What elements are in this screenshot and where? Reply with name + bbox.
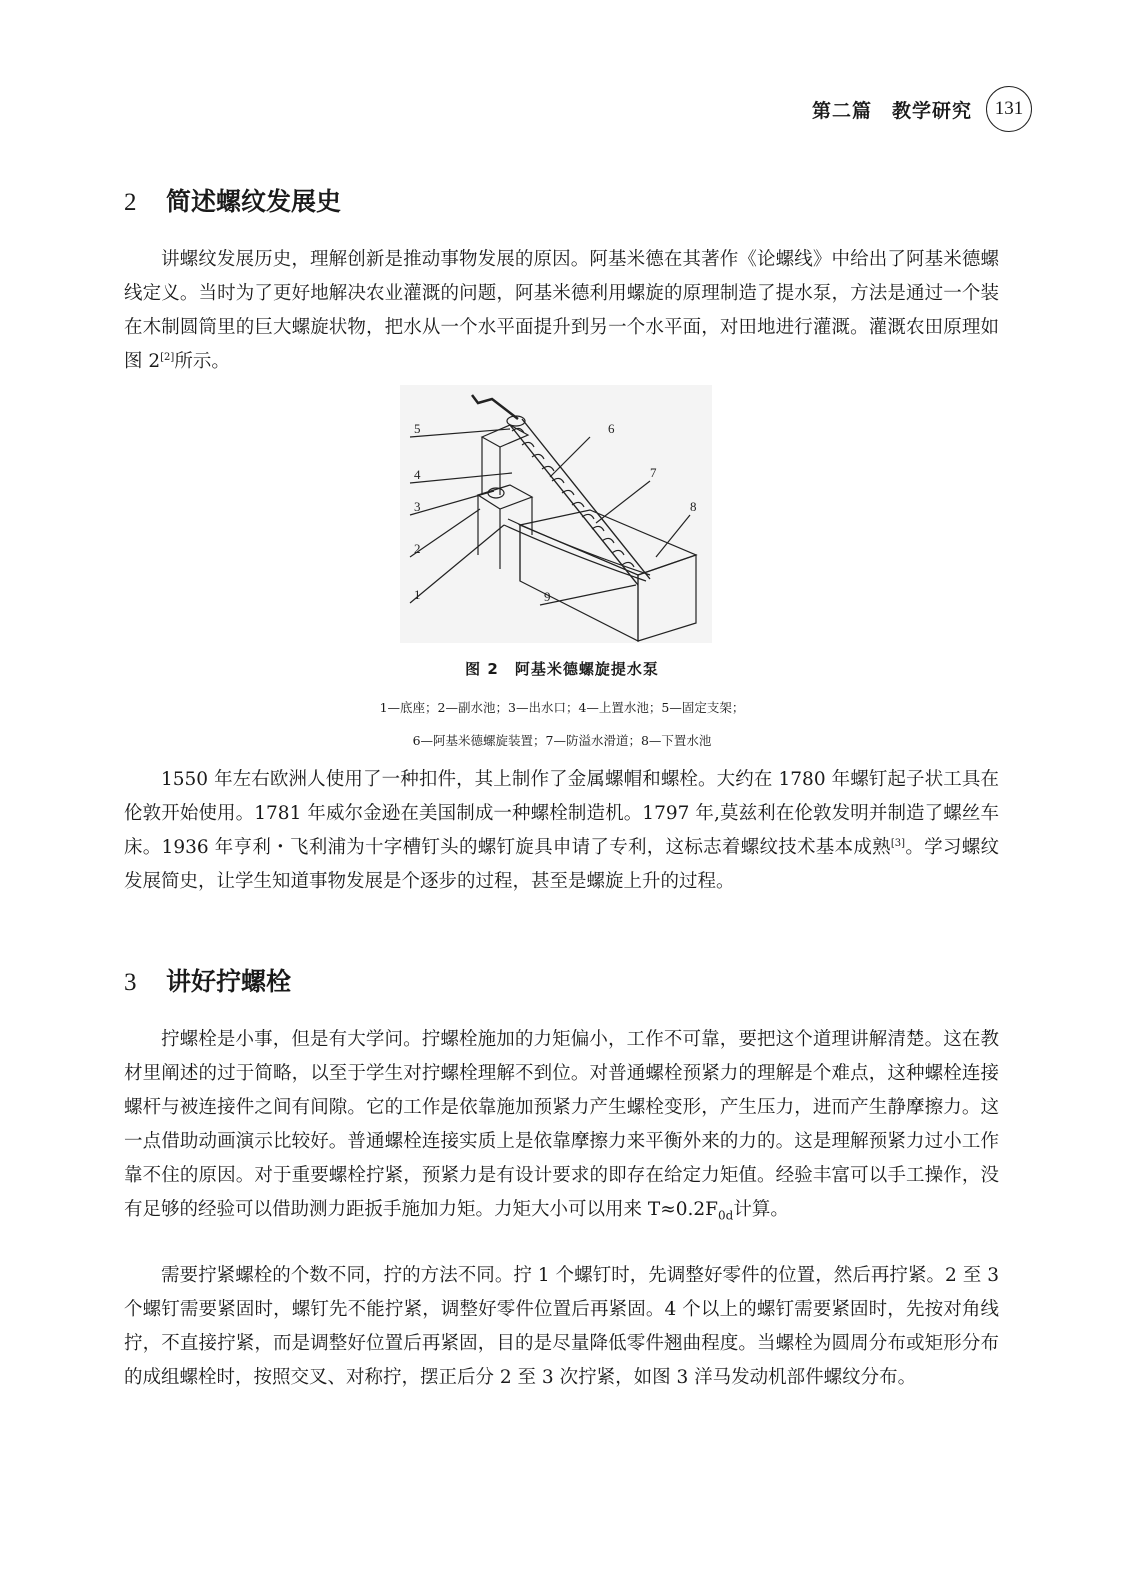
paragraph-text: 所示。 [174,351,230,372]
paragraph [124,1023,999,1227]
citation-ref: [2] [160,351,175,363]
section-title: 简述螺纹发展史 [166,187,342,216]
secondary-tank-top [478,485,532,509]
paragraph [124,1259,999,1395]
paragraph-text: 1550 年左右欧洲人使用了一种扣件，其上制作了金属螺帽和螺栓。大约在 1780 年螺钉起子状工具在伦敦开始使用。1781 年威尔金逊在美国制成一种螺栓制造机。1797 年,莫兹利在伦敦发明并制造了螺丝车床。1936 年亨利・飞利浦为十字槽钉头的螺钉旋具申请了专利，这标志着螺纹技术基本成熟 [124,769,999,858]
figure-diagram [400,385,712,643]
figure-caption: 图 2 阿基米德螺旋提水泵 [465,660,659,678]
pump-diagram [400,385,712,643]
paragraph-text: 讲螺纹发展历史，理解创新是推动事物发展的原因。阿基米德在其著作《论螺线》中给出了阿基米德螺线定义。当时为了更好地解决农业灌溉的问题，阿基米德利用螺旋的原理制造了提水泵，方法是通过一个装在木制圆筒里的巨大螺旋状物，把水从一个水平面提升到另一个水平面，对田地进行灌溉。灌溉农田原理如图 2 [124,249,999,372]
label-1: 1 [414,587,421,602]
lower-tank-top [520,510,696,575]
paragraph [124,763,999,899]
page-header [812,86,1032,132]
lower-tank-front [638,555,696,641]
running-header: 第二篇 教学研究 [811,99,972,122]
section-number: 2 [124,189,137,216]
paragraph-text: 。学习螺纹发展简史，让学生知道事物发展是个逐步的过程，甚至是螺旋上升的过程。 [124,837,999,892]
paragraph [124,243,999,379]
paragraph-text: 拧螺栓是小事，但是有大学问。拧螺栓施加的力矩偏小，工作不可靠，要把这个道理讲解清楚。这在教材里阐述的过于简略，以至于学生对拧螺栓理解不到位。对普通螺栓预紧力的理解是个难点，这种螺栓连接螺杆与被连接件之间有间隙。它的工作是依靠施加预紧力产生螺栓变形，产生压力，进而产生静摩擦力。这一点借助动画演示比较好。普通螺栓连接实质上是依靠摩擦力来平衡外来的力的。这是理解预紧力过小工作靠不住的原因。对于重要螺栓拧紧，预紧力是有设计要求的即存在给定力矩值。经验丰富可以手工操作，没有足够的经验可以借助测力距扳手施加力矩。力矩大小可以用来 T≈0.2F [124,1029,999,1220]
upper-tank-top [482,425,528,447]
section-heading-2 [124,182,341,218]
label-6: 6 [608,421,615,436]
formula-subscript: 0d [717,1208,734,1223]
paragraph-text: 需要拧紧螺栓的个数不同，拧的方法不同。拧 1 个螺钉时，先调整好零件的位置，然后再拧紧。2 至 3 个螺钉需要紧固时，螺钉先不能拧紧，调整好零件位置后再紧固。4 个以上的螺钉需要紧固时，先按对角线拧，不直接拧紧，而是调整好位置后再紧固，目的是尽量降低零件翘曲程度。当螺栓为圆周分布或矩形分布的成组螺栓时，按照交叉、对称拧，摆正后分 2 至 3 次拧紧，如图 3 洋马发动机部件螺纹分布。 [124,1265,999,1388]
paragraph-text: 计算。 [733,1199,789,1220]
page-number: 131 [986,86,1032,132]
figure-legend: 6—阿基米德螺旋装置；7—防溢水滑道；8—下置水池 [412,733,712,748]
label-4: 4 [414,467,421,482]
label-2: 2 [414,541,421,556]
section-number: 3 [124,969,137,996]
citation-ref: [3] [890,837,906,849]
label-7: 7 [650,465,657,480]
label-8: 8 [690,499,697,514]
section-heading-3 [124,962,291,998]
label-3: 3 [414,499,421,514]
section-title: 讲好拧螺栓 [166,967,292,996]
figure-legend: 1—底座；2—副水池；3—出水口；4—上置水池；5—固定支架； [379,700,745,715]
label-5: 5 [414,421,421,436]
label-9: 9 [544,589,551,604]
